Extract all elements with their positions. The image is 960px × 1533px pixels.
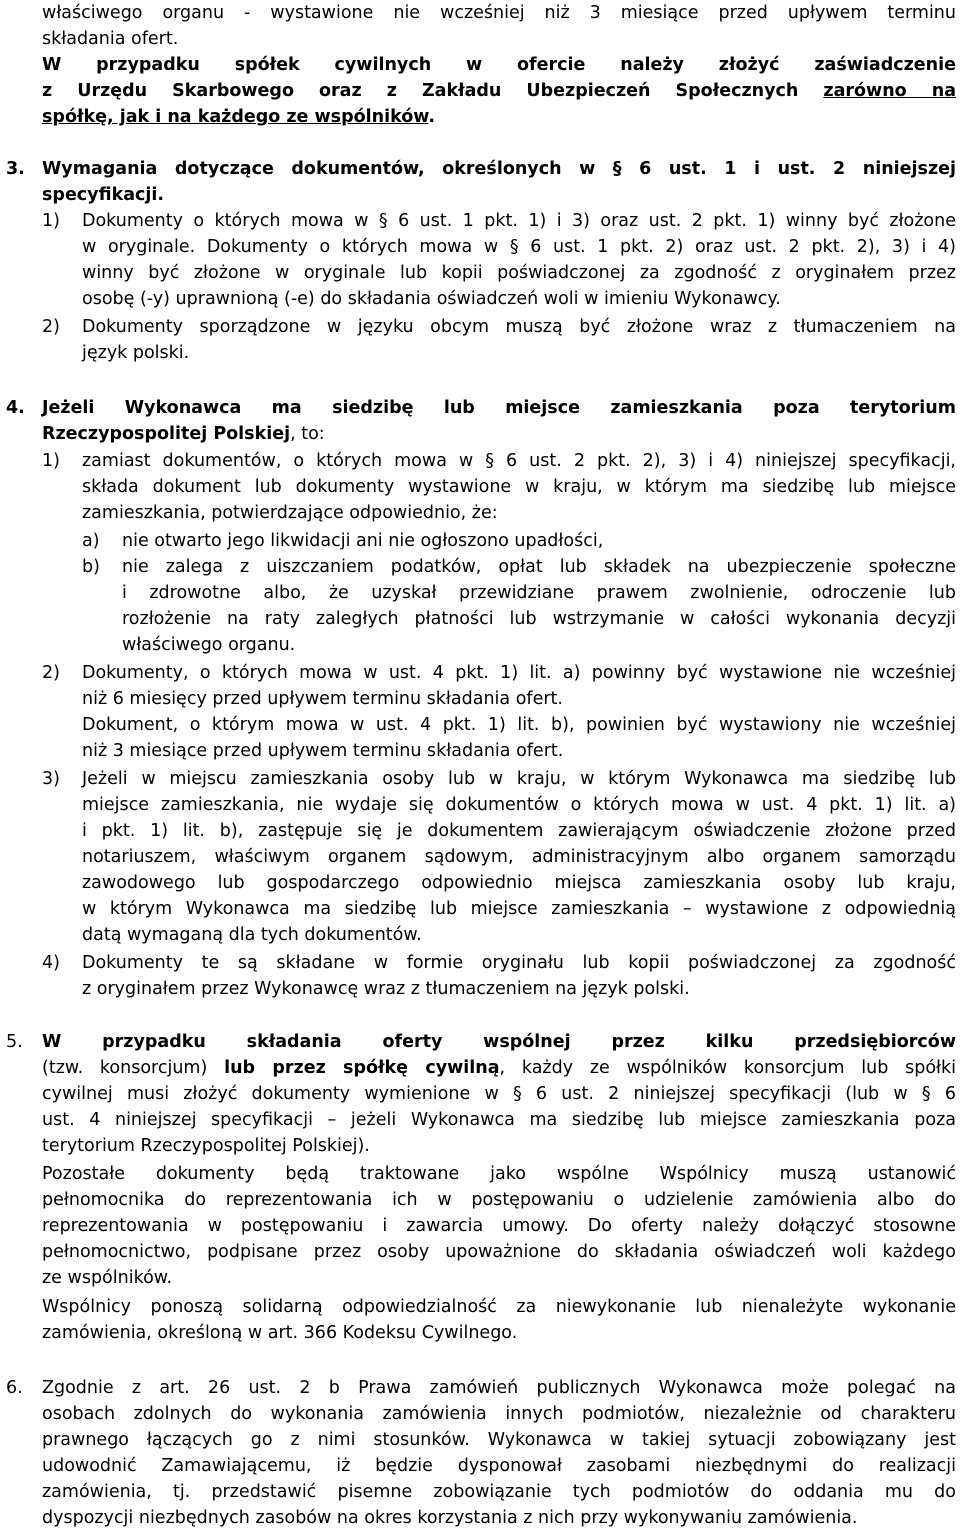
section-5-title-line-1: W przypadku składania oferty wspólnej przez kilku przedsiębiorców — [42, 1032, 956, 1052]
intro-line-2: składania ofert. — [42, 29, 179, 49]
section-4-item-3-line: notariuszem, właściwym organem sądowym, administracyjnym albo organem samorządu — [82, 847, 956, 867]
section-6-number: 6. — [6, 1378, 23, 1398]
section-6-line: osobach zdolnych do wykonania zamówienia innych podmiotów, niezależnie od charakteru — [42, 1404, 956, 1424]
section-4-title-rest: , to: — [290, 424, 325, 444]
section-3-item-1-line: osobę (-y) uprawnioną (-e) do składania oświadczeń woli w imieniu Wykonawcy. — [82, 289, 781, 309]
section-3-item-2-line: Dokumenty sporządzone w języku obcym muszą być złożone wraz z tłumaczeniem na — [82, 317, 956, 337]
section-3-number: 3. — [6, 159, 25, 179]
section-3-title-line-2: specyfikacji. — [42, 185, 165, 205]
section-4-item-1-line: składa dokument lub dokumenty wystawione w kraju, w którym ma siedzibę lub miejsce — [82, 477, 956, 497]
section-4-item-3-line: zawodowego lub gospodarczego odpowiednio miejsca zamieszkania osoby lub kraju, — [82, 873, 956, 893]
section-4-item-2-line: niż 3 miesiące przed upływem terminu składania ofert. — [82, 741, 564, 761]
section-4-sub-b-line: i zdrowotne albo, że uzyskał przewidziane prawem zwolnienie, odroczenie lub — [122, 583, 956, 603]
section-3-item-2-number: 2) — [42, 317, 60, 337]
section-4-sub-a-letter: a) — [82, 531, 100, 551]
section-3-item-2-line: język polski. — [82, 343, 190, 363]
section-4-item-2-line: Dokument, o którym mowa w ust. 4 pkt. 1) lit. b), powinien być wystawiony nie wcześniej — [82, 715, 956, 735]
section-3-item-1-number: 1) — [42, 211, 60, 231]
section-4-item-1-line: zamieszkania, potwierdzające odpowiednio, że: — [82, 503, 498, 523]
section-4-item-3-line: Jeżeli w miejscu zamieszkania osoby lub w kraju, w którym Wykonawca ma siedzibę lub — [82, 769, 956, 789]
section-4-item-3-line: w którym Wykonawca ma siedzibę lub miejsce zamieszkania – wystawione z odpowiednią — [82, 899, 956, 919]
section-6-line: Zgodnie z art. 26 ust. 2 b Prawa zamówień publicznych Wykonawca może polegać na — [42, 1378, 956, 1398]
section-3-item-1-line: Dokumenty o których mowa w § 6 ust. 1 pkt. 1) i 3) oraz ust. 2 pkt. 1) winny być złożone — [82, 211, 956, 231]
section-3-title-line-1: Wymagania dotyczące dokumentów, określonych w § 6 ust. 1 i ust. 2 niniejszej — [42, 159, 956, 179]
intro-line-4-underlined: zarówno na — [823, 81, 957, 101]
section-4-sub-b-line: rozłożenie na raty zaległych płatności lub wstrzymanie w całości wykonania decyzji — [122, 609, 956, 629]
section-4-sub-a-text: nie otwarto jego likwidacji ani nie ogłoszono upadłości, — [122, 531, 604, 551]
section-4-sub-b-letter: b) — [82, 557, 100, 577]
section-4-item-4-line: Dokumenty te są składane w formie oryginału lub kopii poświadczonej za zgodność — [82, 953, 956, 973]
section-4-item-3-line: i pkt. 1) lit. b), zastępuje się je dokumentem zawierającym oświadczenie złożone przed — [82, 821, 956, 841]
section-5-para-2-line: Pozostałe dokumenty będą traktowane jako wspólne Wspólnicy muszą ustanowić — [42, 1164, 956, 1184]
section-4-item-1-number: 1) — [42, 451, 60, 471]
intro-line-5-underlined: spółkę, jak i na każdego ze wspólników — [42, 107, 429, 127]
section-5-para-2-line: reprezentowania w postępowaniu i zawarcia umowy. Do oferty należy dołączyć stosowne — [42, 1216, 956, 1236]
section-5-line: ust. 4 niniejszej specyfikacji – jeżeli Wykonawca ma siedzibę lub miejsce zamieszkania poza — [42, 1110, 956, 1130]
intro-line-5 — [42, 104, 956, 130]
section-4-item-4-line: z oryginałem przez Wykonawcę wraz z tłumaczeniem na język polski. — [82, 979, 690, 999]
section-4-item-3-line: datą wymaganą dla tych dokumentów. — [82, 925, 422, 945]
section-5-para-2-line: pełnomocnictwo, podpisane przez osoby upoważnione do składania oświadczeń woli każdego — [42, 1242, 956, 1262]
section-5-para-3-line: zamówienia, określoną w art. 366 Kodeksu Cywilnego. — [42, 1323, 518, 1343]
section-3-item-1-line: w oryginale. Dokumenty o których mowa w § 6 ust. 1 pkt. 2) oraz ust. 2 pkt. 2), 3) i 4) — [82, 237, 956, 257]
section-5-line: cywilnej musi złożyć dokumenty wymienione w § 6 ust. 2 niniejszej specyfikacji (lub w § 6 — [42, 1084, 956, 1104]
section-4-item-4-number: 4) — [42, 953, 60, 973]
section-6-line: zamówienia, tj. przedstawić pisemne zobowiązanie tych podmiotów do oddania mu do — [42, 1482, 956, 1502]
section-4-item-2-number: 2) — [42, 663, 60, 683]
section-4-item-3-line: miejsce zamieszkania, nie wydaje się dokumentów o których mowa w ust. 4 pkt. 1) lit. a) — [82, 795, 956, 815]
section-5-line-2-c: , każdy ze wspólników konsorcjum lub spółki — [499, 1058, 956, 1078]
section-4-title-line-1: Jeżeli Wykonawca ma siedzibę lub miejsce zamieszkania poza terytorium — [42, 398, 956, 418]
section-5-line-2-bold-text: lub przez spółkę cywilną — [224, 1058, 500, 1078]
section-6-line: dyspozycji niezbędnych zasobów na okres korzystania z nich przy wykonywaniu zamówienia. — [42, 1508, 858, 1528]
intro-line-5-end: . — [428, 107, 435, 127]
section-4-sub-b-line: nie zalega z uiszczaniem podatków, opłat lub składek na ubezpieczenie społeczne — [122, 557, 956, 577]
section-5-para-2-line: pełnomocnika do reprezentowania ich w postępowaniu o udzielenie zamówienia albo do — [42, 1190, 956, 1210]
section-6-line: prawnego łączących go z nimi stosunków. Wykonawca w takiej sytuacji zobowiązany jest — [42, 1430, 956, 1450]
section-4-number: 4. — [6, 398, 25, 418]
section-4-item-2-line: Dokumenty, o których mowa w ust. 4 pkt. 1) lit. a) powinny być wystawione nie wcześniej — [82, 663, 956, 683]
section-4-item-1-line: zamiast dokumentów, o których mowa w § 6 ust. 2 pkt. 2), 3) i 4) niniejszej specyfikacji, — [82, 451, 956, 471]
section-5-line-2-bold — [224, 1058, 499, 1078]
section-4-title-bold: Rzeczypospolitej Polskiej — [42, 424, 291, 444]
section-4-title-line-2 — [42, 421, 956, 447]
section-5-number: 5. — [6, 1032, 23, 1052]
section-5-line: terytorium Rzeczypospolitej Polskiej). — [42, 1136, 370, 1156]
section-6-line: udowodnić Zamawiającemu, iż będzie dysponował zasobami niezbędnymi do realizacji — [42, 1456, 956, 1476]
intro-line-4-text: z Urzędu Skarbowego oraz z Zakładu Ubezpieczeń Społecznych — [42, 81, 824, 101]
intro-line-3: W przypadku spółek cywilnych w ofercie należy złożyć zaświadczenie — [42, 55, 956, 75]
section-4-item-2-line: niż 6 miesięcy przed upływem terminu składania ofert. — [82, 689, 563, 709]
section-4-sub-b-line: właściwego organu. — [122, 635, 296, 655]
section-5-line-2-a: (tzw. konsorcjum) — [42, 1058, 225, 1078]
section-5-line-2 — [42, 1055, 956, 1081]
intro-line-1: właściwego organu - wystawione nie wcześniej niż 3 miesiące przed upływem terminu — [42, 3, 956, 23]
intro-line-4 — [42, 78, 956, 104]
section-5-para-2-line: ze wspólników. — [42, 1268, 173, 1288]
section-4-item-3-number: 3) — [42, 769, 60, 789]
section-5-para-3-line: Wspólnicy ponoszą solidarną odpowiedzialność za niewykonanie lub nienależyte wykonanie — [42, 1297, 956, 1317]
section-3-item-1-line: winny być złożone w oryginale lub kopii poświadczonej za zgodność z oryginałem przez — [82, 263, 956, 283]
